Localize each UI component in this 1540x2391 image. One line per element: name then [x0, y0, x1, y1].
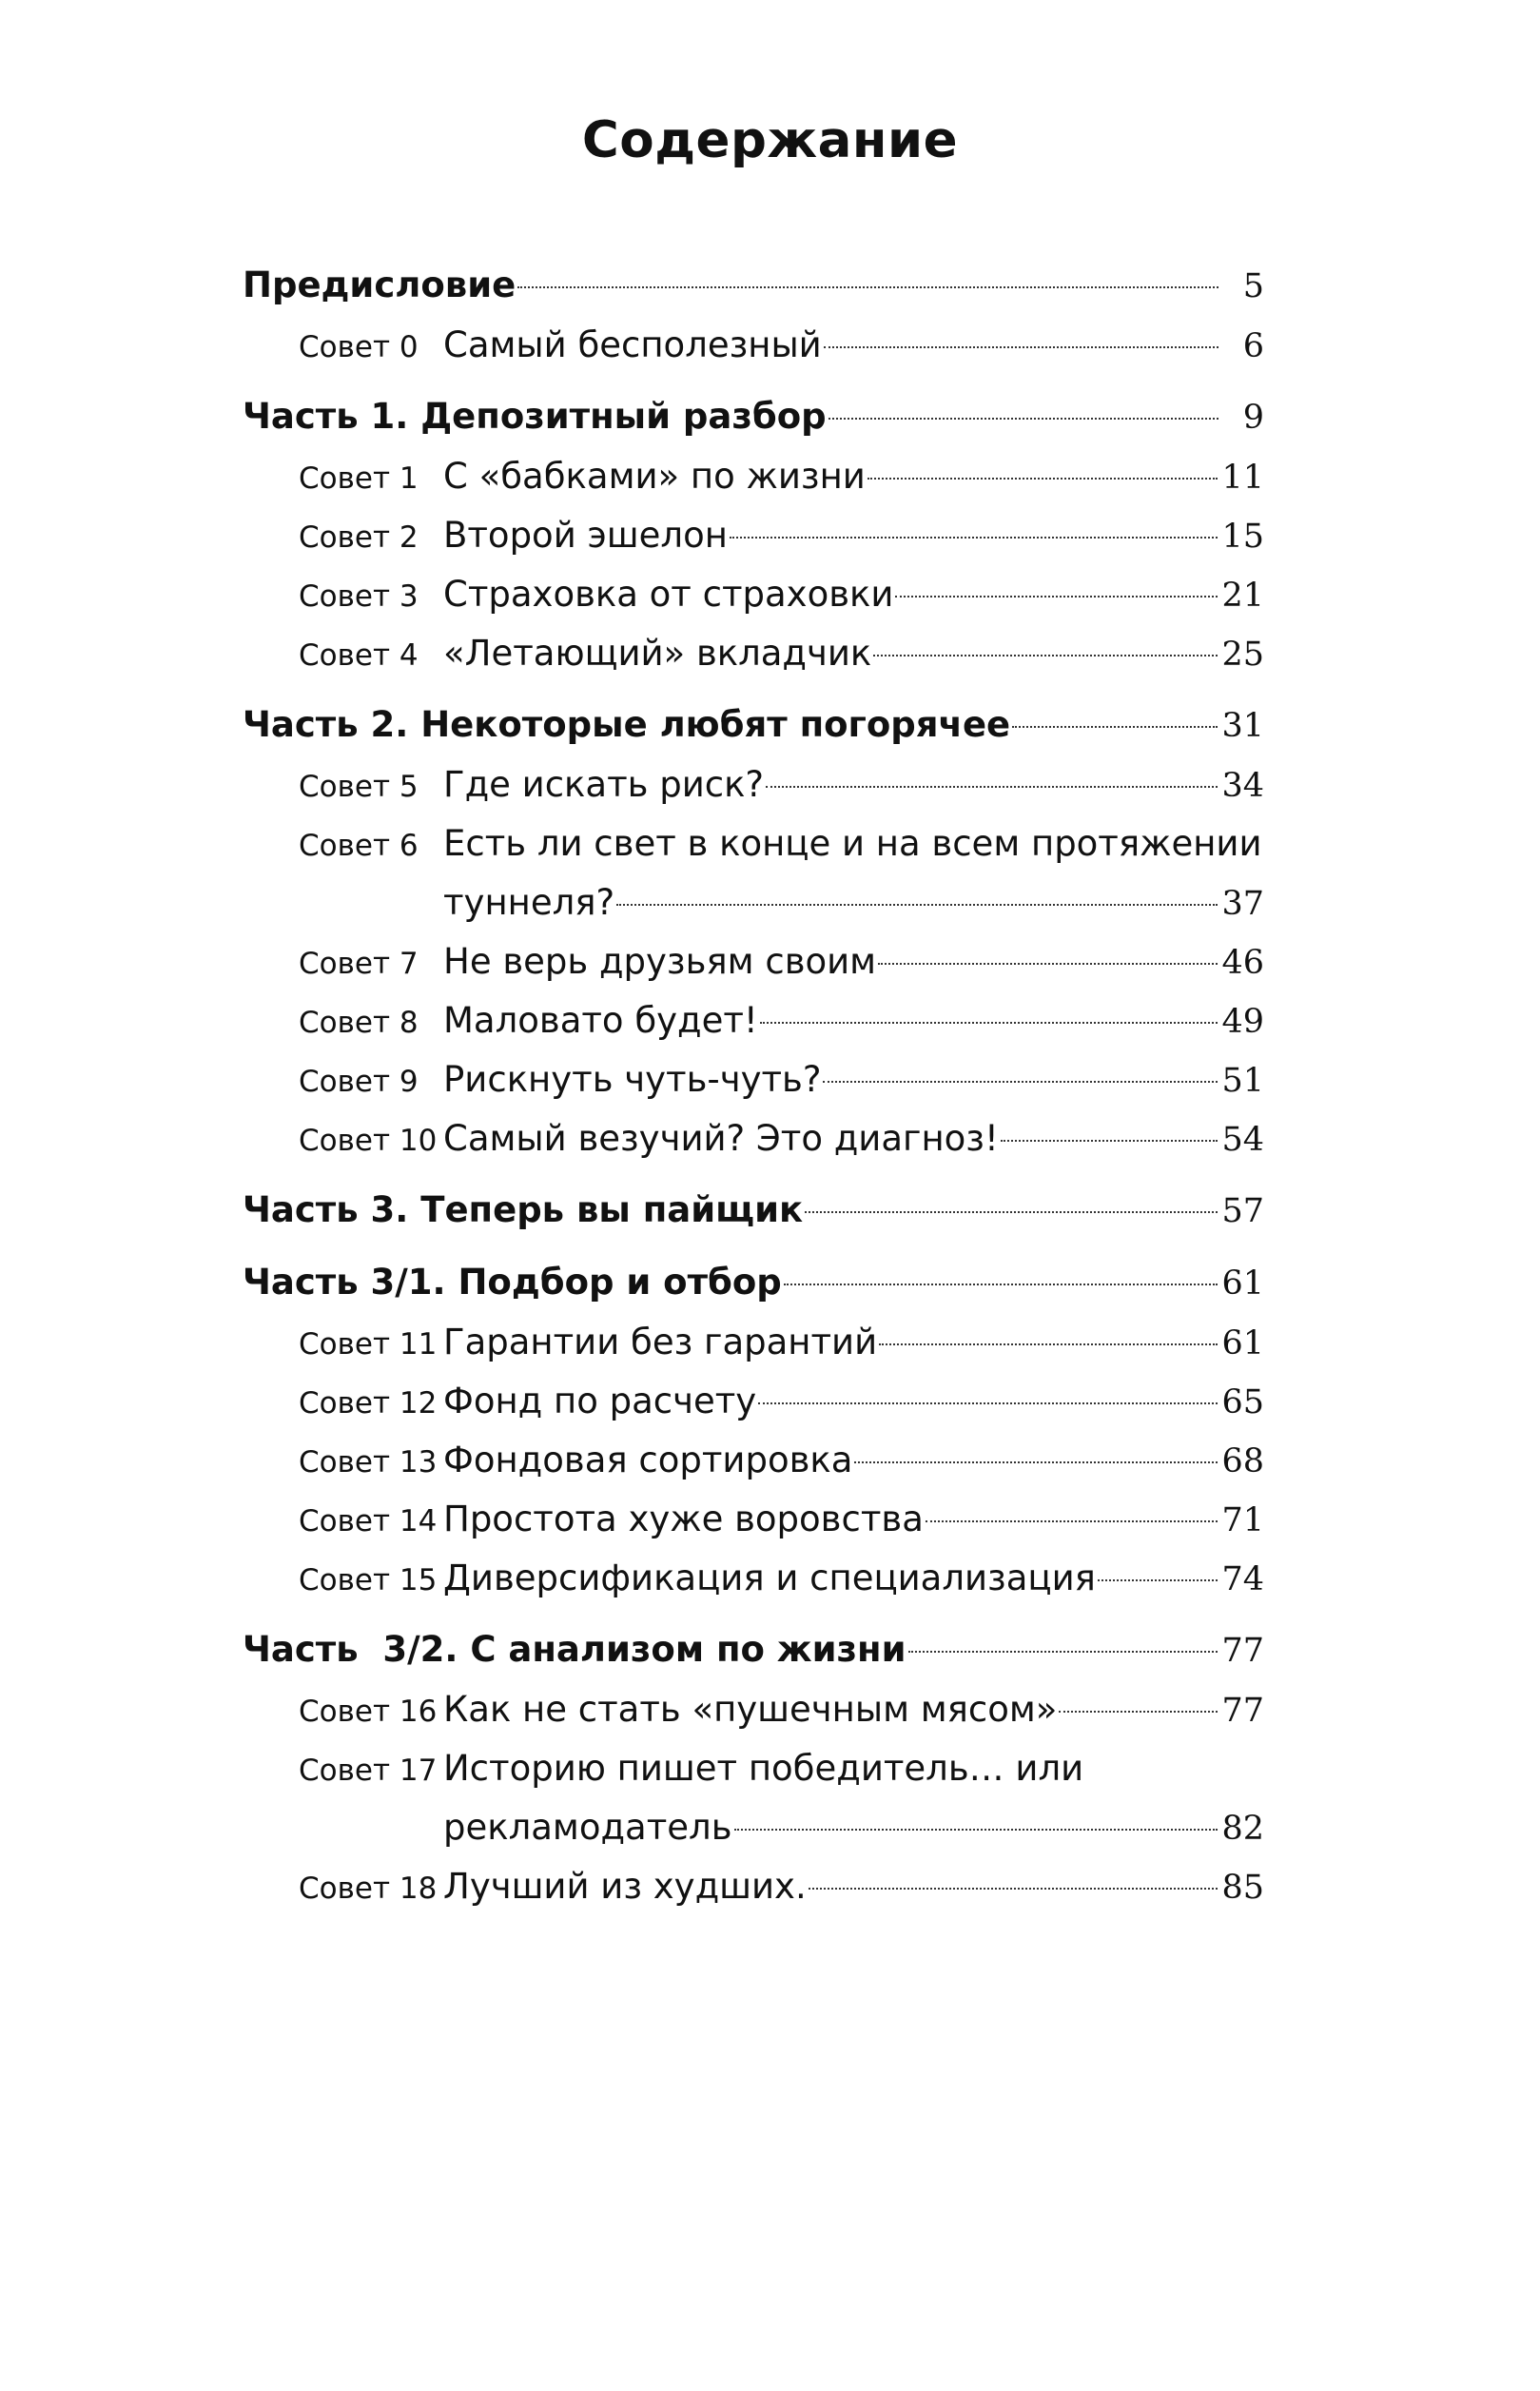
page-number: 37: [1221, 885, 1264, 923]
page-number: 77: [1221, 1632, 1264, 1670]
page-number: 49: [1221, 1003, 1264, 1041]
page-number: 65: [1221, 1383, 1264, 1421]
page-title: Содержание: [581, 111, 959, 169]
page-number: 74: [1221, 1560, 1264, 1598]
page-number: 31: [1221, 707, 1264, 745]
toc-tip-row: [0, 1857, 1540, 1916]
dot-leader: [926, 1520, 1218, 1522]
dot-leader: [517, 286, 1218, 288]
toc-tip-row: [0, 814, 1540, 873]
tip-number: Совет 7: [299, 947, 419, 981]
tip-number: Совет 10: [299, 1124, 438, 1158]
toc-tip-row: [0, 932, 1540, 991]
tip-number: Совет 6: [299, 829, 419, 863]
page-number: 9: [1242, 399, 1264, 437]
dot-leader: [1059, 1711, 1218, 1713]
page-number: 54: [1221, 1121, 1264, 1159]
page-number: 61: [1221, 1264, 1264, 1303]
tip-number: Совет 1: [299, 461, 419, 496]
dot-leader: [1001, 1140, 1218, 1142]
toc-tip-row: [0, 624, 1540, 683]
tip-title: Фонд по расчету: [443, 1381, 757, 1421]
page-number: 51: [1221, 1062, 1264, 1100]
toc-tip-row: [0, 1680, 1540, 1739]
tip-number: Совет 11: [299, 1327, 438, 1362]
tip-number: Совет 13: [299, 1445, 438, 1480]
tip-number: Совет 2: [299, 520, 419, 555]
dot-leader: [879, 1343, 1218, 1345]
toc-continuation-row: [0, 1798, 1540, 1857]
tip-title: Лучший из худших.: [443, 1866, 807, 1907]
page-number: 71: [1221, 1501, 1264, 1539]
tip-number: Совет 14: [299, 1504, 438, 1538]
toc-part-row: [0, 386, 1540, 447]
tip-title: Где искать риск?: [443, 764, 765, 805]
tip-title: Как не стать «пушечным мясом»: [443, 1689, 1058, 1730]
tip-title: Гарантии без гарантий: [443, 1322, 878, 1362]
table-of-contents: [0, 255, 1540, 1916]
dot-leader: [784, 1284, 1218, 1285]
part-title: Часть 3. Теперь вы пайщик: [243, 1189, 804, 1230]
toc-part-row: [0, 1180, 1540, 1241]
tip-number: Совет 0: [299, 330, 419, 364]
dot-leader: [867, 478, 1218, 480]
tip-title: Историю пишет победитель… или: [443, 1748, 1084, 1789]
tip-title: Самый бесполезный: [443, 324, 822, 365]
toc-tip-row: [0, 506, 1540, 565]
toc-tip-row: [0, 1431, 1540, 1490]
toc-part-row: [0, 255, 1540, 316]
dot-leader: [809, 1888, 1218, 1890]
page-number: 15: [1221, 518, 1264, 556]
dot-leader: [1098, 1579, 1218, 1581]
page-number: 46: [1221, 944, 1264, 982]
tip-title: Маловато будет!: [443, 1000, 758, 1041]
tip-number: Совет 15: [299, 1563, 438, 1597]
dot-leader: [878, 963, 1218, 965]
toc-tip-row: [0, 565, 1540, 624]
toc-tip-row: [0, 1739, 1540, 1798]
tip-title: Есть ли свет в конце и на всем протяжении: [443, 823, 1262, 864]
tip-title: «Летающий» вкладчик: [443, 633, 872, 674]
toc-part-row: [0, 1619, 1540, 1680]
dot-leader: [734, 1829, 1218, 1831]
tip-title: Самый везучий? Это диагноз!: [443, 1118, 999, 1159]
page-number: 68: [1221, 1442, 1264, 1480]
tip-number: Совет 12: [299, 1386, 438, 1421]
tip-title: Диверсификация и специализация: [443, 1558, 1096, 1598]
page-number: 61: [1221, 1324, 1264, 1362]
page-number: 34: [1221, 767, 1264, 805]
toc-tip-row: [0, 447, 1540, 506]
toc-tip-row: [0, 1549, 1540, 1608]
tip-number: Совет 5: [299, 770, 419, 804]
toc-tip-row: [0, 991, 1540, 1050]
part-title: Предисловие: [243, 265, 517, 305]
dot-leader: [805, 1211, 1218, 1213]
page-number: 11: [1221, 459, 1264, 497]
page-number: 77: [1221, 1692, 1264, 1730]
tip-number: Совет 3: [299, 579, 419, 614]
toc-tip-row: [0, 1313, 1540, 1372]
dot-leader: [758, 1402, 1218, 1404]
page-number: 85: [1221, 1869, 1264, 1907]
tip-title: Рискнуть чуть-чуть?: [443, 1059, 822, 1100]
part-title: Часть 1. Депозитный разбор: [243, 396, 827, 437]
tip-number: Совет 16: [299, 1695, 438, 1729]
dot-leader: [766, 786, 1218, 788]
part-title: Часть 3/1. Подбор и отбор: [243, 1262, 782, 1303]
toc-tip-row: [0, 1050, 1540, 1109]
tip-number: Совет 4: [299, 638, 419, 673]
part-title: Часть 3/2. С анализом по жизни: [243, 1629, 906, 1670]
page-number: 25: [1221, 636, 1264, 674]
dot-leader: [873, 655, 1218, 657]
dot-leader: [824, 346, 1218, 348]
toc-tip-row: [0, 316, 1540, 375]
dot-leader: [828, 418, 1218, 420]
toc-tip-row: [0, 755, 1540, 814]
page-number: 6: [1242, 327, 1264, 365]
page-number: 57: [1221, 1192, 1264, 1230]
toc-continuation-row: [0, 873, 1540, 932]
toc-tip-row: [0, 1372, 1540, 1431]
part-title: Часть 2. Некоторые любят погорячее: [243, 704, 1011, 745]
page-number: 21: [1221, 577, 1264, 615]
tip-title: С «бабками» по жизни: [443, 456, 866, 497]
tip-title: Фондовая сортировка: [443, 1440, 853, 1480]
tip-title: Второй эшелон: [443, 515, 728, 556]
toc-part-row: [0, 695, 1540, 755]
toc-tip-row: [0, 1490, 1540, 1549]
dot-leader: [895, 596, 1218, 598]
tip-number: Совет 9: [299, 1065, 419, 1099]
tip-number: Совет 18: [299, 1872, 438, 1906]
page-number: 82: [1221, 1810, 1264, 1848]
dot-leader: [730, 537, 1218, 539]
dot-leader: [823, 1081, 1218, 1083]
tip-title-continuation: рекламодатель: [443, 1807, 732, 1848]
toc-part-row: [0, 1252, 1540, 1313]
tip-number: Совет 17: [299, 1754, 438, 1788]
dot-leader: [616, 904, 1218, 906]
tip-number: Совет 8: [299, 1006, 419, 1040]
tip-title: Простота хуже воровства: [443, 1499, 924, 1539]
dot-leader: [908, 1651, 1218, 1653]
tip-title: Не верь друзьям своим: [443, 941, 877, 982]
tip-title: Страховка от страховки: [443, 574, 894, 615]
tip-title-continuation: туннеля?: [443, 882, 615, 923]
toc-tip-row: [0, 1109, 1540, 1168]
dot-leader: [854, 1461, 1218, 1463]
page-number: 5: [1242, 267, 1264, 305]
dot-leader: [1012, 726, 1218, 728]
dot-leader: [760, 1022, 1218, 1024]
